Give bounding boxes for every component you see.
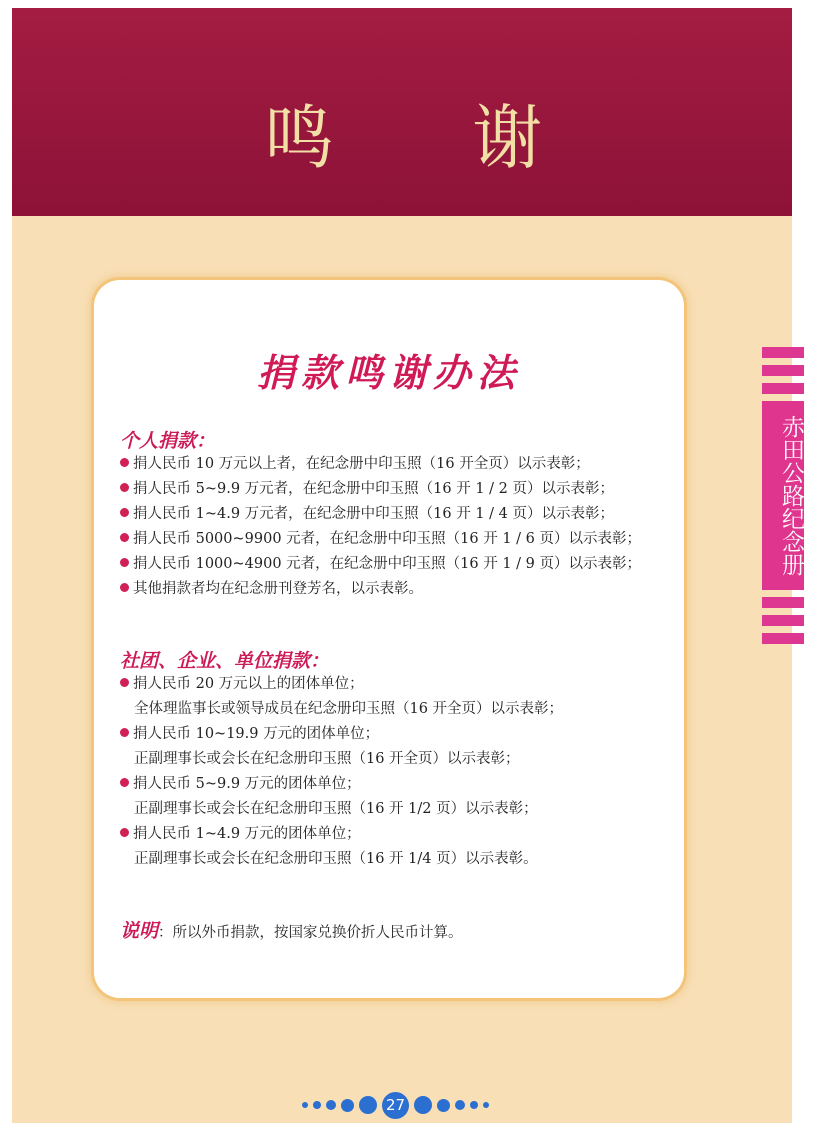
bullet-icon: [120, 558, 129, 567]
bullet-icon: [120, 678, 129, 687]
list-item: 捐人民币 1~4.9 万元的团体单位；: [120, 822, 674, 847]
personal-heading: 个人捐款：: [120, 430, 216, 452]
list-item-detail: 全体理监事长或领导成员在纪念册印玉照（16 开全页）以示表彰；: [134, 701, 564, 717]
dot-icon: [437, 1099, 450, 1112]
side-tab-stripe: [762, 615, 804, 626]
list-item: 捐人民币 1000~4900 元者，在纪念册中印玉照（16 开 1 / 9 页）以示表彰；: [120, 552, 674, 577]
donation-card: [94, 280, 684, 998]
bullet-icon: [120, 828, 129, 837]
bullet-icon: [120, 728, 129, 737]
dot-icon: [359, 1096, 377, 1114]
side-tab-stripe: [762, 633, 804, 644]
dot-icon: [470, 1101, 478, 1109]
list-item: 捐人民币 20 万元以上的团体单位；: [120, 672, 674, 697]
group-list: [120, 672, 674, 872]
bullet-icon: [120, 483, 129, 492]
side-tab-stripe: [762, 347, 804, 358]
list-item: 捐人民币 5~9.9 万元的团体单位；: [120, 772, 674, 797]
side-tab-stripe: [762, 383, 804, 394]
side-tab-stripe: [762, 365, 804, 376]
note: [120, 916, 463, 943]
bullet-icon: [120, 533, 129, 542]
dot-icon: [414, 1096, 432, 1114]
side-tab-stripe: [762, 597, 804, 608]
page-number: 27: [382, 1092, 409, 1119]
page-title: 鸣 谢: [263, 97, 601, 179]
personal-list: [120, 452, 674, 602]
dot-icon: [341, 1099, 354, 1112]
header-band: [12, 8, 792, 216]
list-item: 捐人民币 5000~9900 元者，在纪念册中印玉照（16 开 1 / 6 页）以示表彰；: [120, 527, 674, 552]
card-title: 捐款鸣谢办法: [256, 350, 521, 395]
bullet-icon: [120, 508, 129, 517]
group-heading: 社团、企业、单位捐款：: [120, 650, 330, 672]
bullet-icon: [120, 458, 129, 467]
bullet-icon: [120, 778, 129, 787]
dot-icon: [302, 1102, 308, 1108]
list-item: 捐人民币 10 万元以上者，在纪念册中印玉照（16 开全页）以示表彰；: [120, 452, 674, 477]
note-label: 说明: [120, 920, 159, 942]
bullet-icon: [120, 583, 129, 592]
note-text: ：所以外币捐款，按国家兑换价折人民币计算。: [158, 925, 463, 941]
dot-icon: [313, 1101, 321, 1109]
list-item-detail: 正副理事长或会长在纪念册印玉照（16 开全页）以示表彰；: [134, 751, 520, 767]
list-item: 捐人民币 10~19.9 万元的团体单位；: [120, 722, 674, 747]
list-item: 其他捐款者均在纪念册刊登芳名，以示表彰。: [120, 577, 674, 602]
side-tab: [762, 347, 804, 651]
dot-icon: [483, 1102, 489, 1108]
side-tab-label: 赤田公路纪念册: [762, 401, 804, 590]
page: [12, 8, 804, 1123]
list-item: 捐人民币 5~9.9 万元者，在纪念册中印玉照（16 开 1 / 2 页）以示表彰；: [120, 477, 674, 502]
dot-icon: [455, 1100, 465, 1110]
page-indicator: [302, 1090, 494, 1120]
dot-icon: [326, 1100, 336, 1110]
list-item-detail: 正副理事长或会长在纪念册印玉照（16 开 1/2 页）以示表彰；: [134, 801, 538, 817]
list-item-detail: 正副理事长或会长在纪念册印玉照（16 开 1/4 页）以示表彰。: [134, 851, 538, 867]
list-item: 捐人民币 1~4.9 万元者，在纪念册中印玉照（16 开 1 / 4 页）以示表彰；: [120, 502, 674, 527]
